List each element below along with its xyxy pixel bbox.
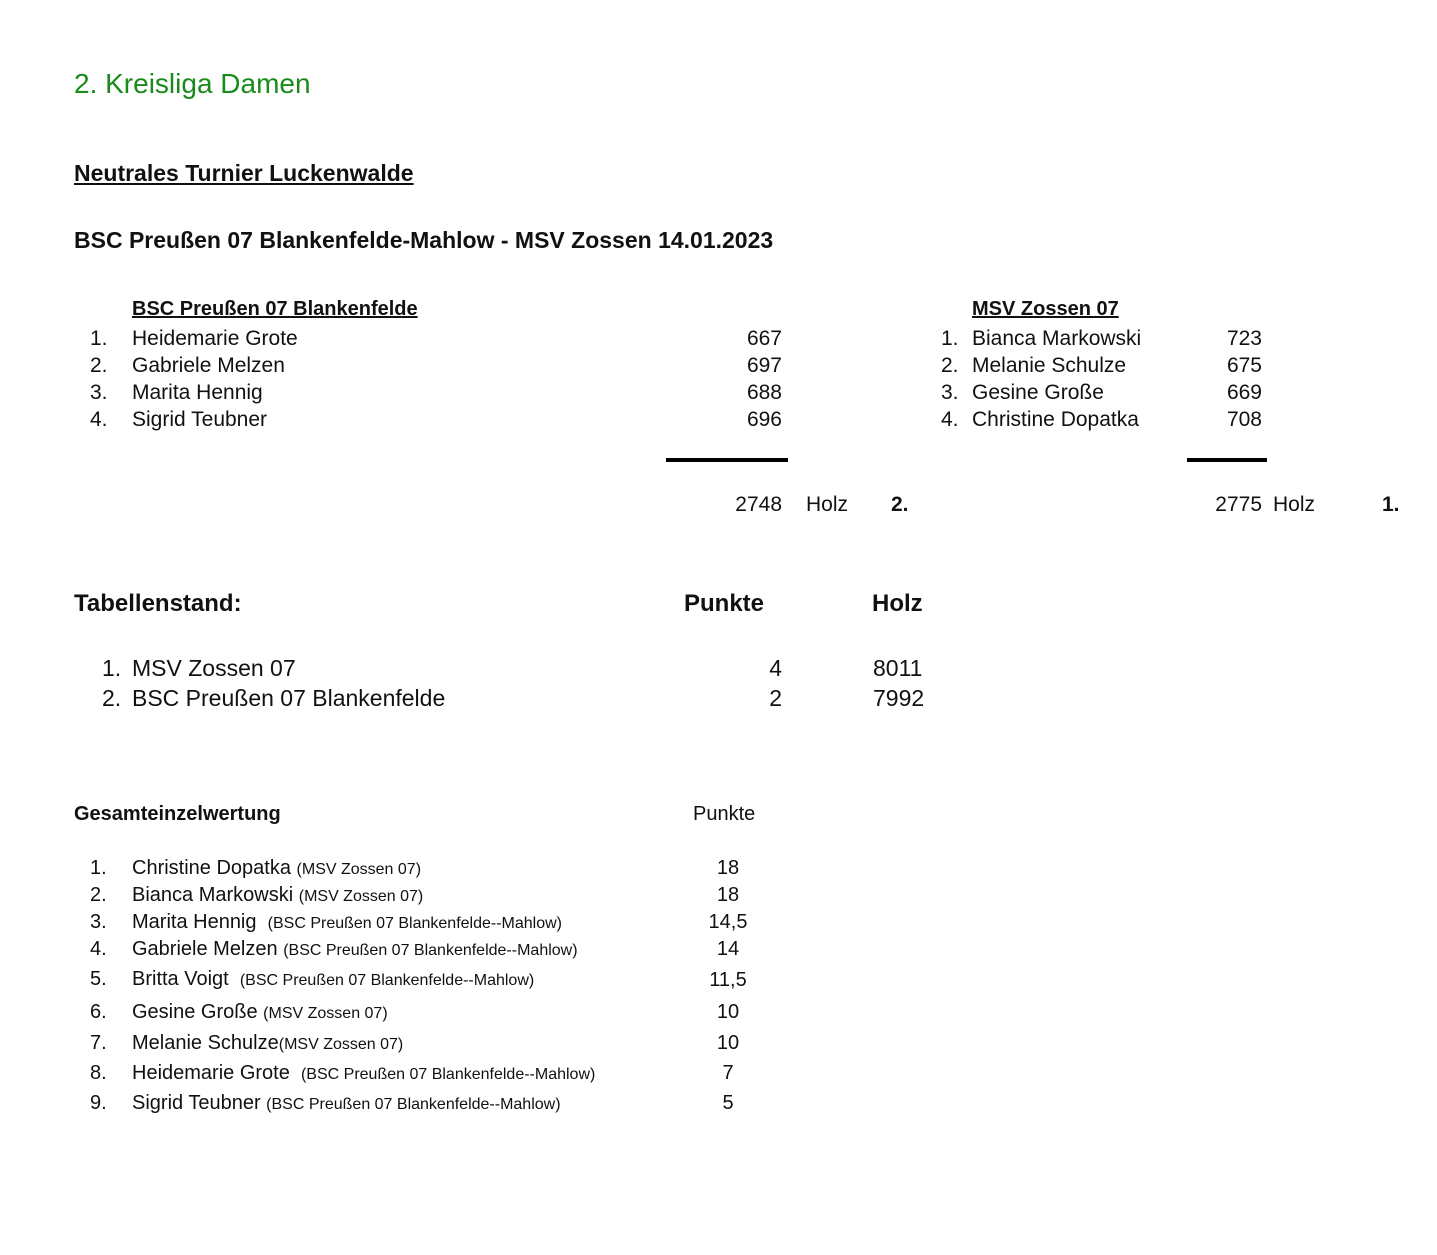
individual-name: Britta Voigt [132,968,229,990]
individual-club: (MSV Zossen 07) [296,861,422,878]
team-b-rank: 4. [941,408,959,431]
individual-row [132,1032,403,1055]
individual-rank: 4. [90,938,107,960]
individual-title: Gesamteinzelwertung [74,803,281,825]
team-b-player-score: 708 [1226,408,1262,431]
team-b-player-name: Gesine Große [972,381,1104,404]
individual-club: (BSC Preußen 07 Blankenfelde--Mahlow) [266,1096,561,1113]
standings-team: MSV Zossen 07 [132,655,296,681]
team-a-rank: 1. [90,327,108,350]
individual-row [132,1062,595,1085]
standings-wood-header: Holz [872,590,923,617]
team-a-rank: 3. [90,381,108,404]
individual-rank: 9. [90,1092,107,1114]
standings-rank: 2. [102,685,122,711]
team-a-rank: 2. [90,354,108,377]
team-b-place: 1. [1382,493,1400,516]
standings-team: BSC Preußen 07 Blankenfelde [132,685,446,711]
individual-rank: 8. [90,1062,107,1084]
individual-rank: 6. [90,1001,107,1023]
team-b-player-score: 675 [1226,354,1262,377]
individual-points: 11,5 [709,969,747,991]
team-b-rank: 1. [941,327,959,350]
individual-rank: 3. [90,911,107,933]
team-b-heading: MSV Zossen 07 [972,298,1119,320]
team-a-player-name: Gabriele Melzen [132,354,285,377]
individual-name: Gabriele Melzen [132,938,278,960]
team-a-player-score: 697 [746,354,782,377]
individual-club: (BSC Preußen 07 Blankenfelde--Mahlow) [283,942,578,959]
individual-points: 10 [716,1001,740,1023]
team-b-player-score: 669 [1226,381,1262,404]
team-a-player-score: 696 [746,408,782,431]
individual-club: (BSC Preußen 07 Blankenfelde--Mahlow) [239,972,535,989]
team-b-sum-rule [1187,458,1267,462]
team-a-heading: BSC Preußen 07 Blankenfelde [132,298,418,320]
team-b-player-name: Bianca Markowski [972,327,1142,350]
individual-club: (MSV Zossen 07) [263,1005,388,1022]
team-b-rank: 3. [941,381,959,404]
individual-row [132,1092,561,1115]
team-a-place: 2. [891,493,909,516]
team-b-player-name: Christine Dopatka [972,408,1139,431]
standings-wood: 7992 [873,685,925,711]
standings-points: 4 [769,655,782,681]
team-a-player-name: Sigrid Teubner [132,408,268,431]
team-b-player-name: Melanie Schulze [972,354,1127,377]
individual-rank: 2. [90,884,107,906]
individual-name: Gesine Große [132,1001,258,1023]
team-b-unit: Holz [1273,493,1316,516]
team-a-rank: 4. [90,408,108,431]
standings-points: 2 [769,685,782,711]
individual-points: 5 [722,1092,734,1114]
individual-row [132,968,534,991]
individual-name: Heidemarie Grote [132,1062,290,1084]
individual-points: 18 [716,884,740,906]
individual-name: Melanie Schulze [132,1032,279,1054]
individual-row [132,911,562,934]
individual-points-header: Punkte [693,803,756,825]
match-title: BSC Preußen 07 Blankenfelde-Mahlow - MSV Zossen 14.01.2023 [74,227,774,253]
individual-club: (MSV Zossen 07) [298,888,424,905]
team-a-player-score: 667 [746,327,782,350]
individual-points: 14 [716,938,740,960]
team-a-total: 2748 [735,493,782,516]
team-a-unit: Holz [806,493,849,516]
individual-points: 10 [716,1032,740,1054]
team-b-rank: 2. [941,354,959,377]
individual-club: (BSC Preußen 07 Blankenfelde--Mahlow) [267,915,562,932]
team-b-total: 2775 [1215,493,1262,516]
individual-name: Christine Dopatka [132,857,291,879]
team-a-player-score: 688 [746,381,782,404]
individual-name: Marita Hennig [132,911,257,933]
individual-row [132,938,578,961]
standings-title: Tabellenstand: [74,590,242,617]
individual-row [132,1001,388,1024]
individual-row [132,884,423,907]
individual-club: (BSC Preußen 07 Blankenfelde--Mahlow) [300,1066,596,1083]
team-a-player-name: Heidemarie Grote [132,327,298,350]
individual-rank: 1. [90,857,107,879]
individual-rank: 7. [90,1032,107,1054]
individual-rank: 5. [90,968,107,990]
individual-points: 18 [716,857,740,879]
individual-row [132,857,421,880]
standings-wood: 8011 [873,655,923,681]
individual-points: 7 [722,1062,734,1084]
individual-club: (MSV Zossen 07) [278,1036,404,1053]
individual-points: 14,5 [708,911,748,933]
individual-name: Bianca Markowski [132,884,294,906]
standings-rank: 1. [102,655,122,681]
team-a-player-name: Marita Hennig [132,381,263,404]
tournament-title: Neutrales Turnier Luckenwalde [74,160,414,186]
team-a-sum-rule [666,458,788,462]
team-b-player-score: 723 [1226,327,1262,350]
league-title: 2. Kreisliga Damen [74,68,311,99]
standings-points-header: Punkte [684,590,765,617]
individual-name: Sigrid Teubner [132,1092,261,1114]
